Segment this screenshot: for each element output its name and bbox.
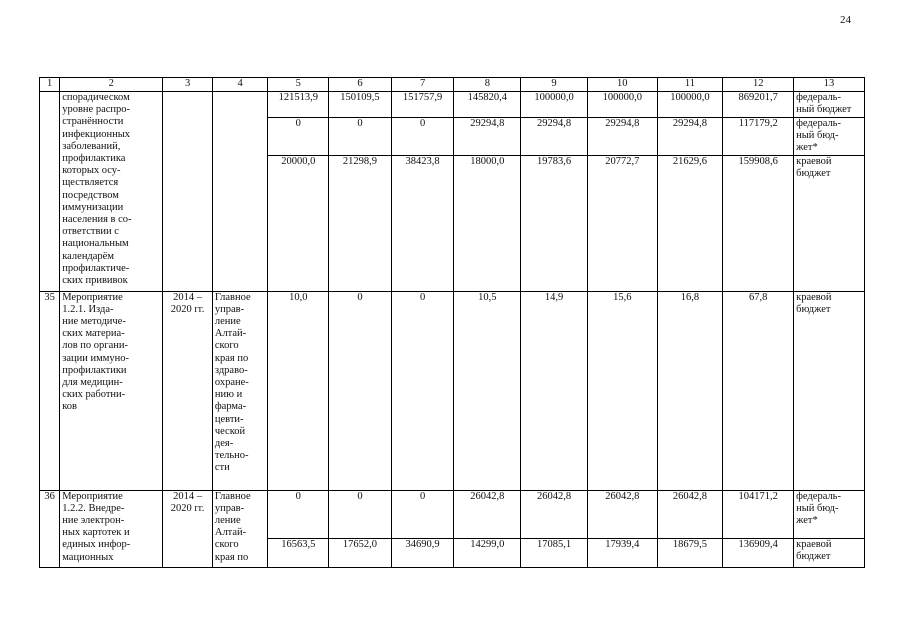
header-cell: 11: [657, 78, 723, 92]
header-cell: 4: [212, 78, 268, 92]
table-row: [40, 92, 865, 118]
value-cell: 18000,0: [454, 155, 521, 291]
term-cell: [163, 92, 213, 292]
header-cell: 9: [521, 78, 588, 92]
value-cell: 15,6: [587, 291, 657, 490]
table-row: [40, 490, 865, 538]
header-cell: 10: [587, 78, 657, 92]
value-cell: 26042,8: [454, 490, 521, 538]
value-cell: 10,5: [454, 291, 521, 490]
value-cell: 100000,0: [587, 92, 657, 118]
budget-table: [39, 77, 865, 568]
header-cell: 12: [723, 78, 794, 92]
value-cell: 21298,9: [329, 155, 392, 291]
funding-source-cell: федераль- ный бюд- жет*: [794, 118, 865, 156]
row-number-cell: 35: [40, 291, 60, 490]
value-cell: 17652,0: [329, 538, 392, 567]
value-cell: 151757,9: [391, 92, 454, 118]
value-cell: 100000,0: [521, 92, 588, 118]
value-cell: 34690,9: [391, 538, 454, 567]
value-cell: 0: [268, 490, 329, 538]
value-cell: 136909,4: [723, 538, 794, 567]
term-cell: 2014 – 2020 гг.: [163, 291, 213, 490]
page-number: 24: [840, 14, 851, 26]
value-cell: 19783,6: [521, 155, 588, 291]
header-cell: 3: [163, 78, 213, 92]
funding-source-cell: краевой бюджет: [794, 155, 865, 291]
row-number-cell: 36: [40, 490, 60, 567]
value-cell: 0: [329, 118, 392, 156]
funding-source-cell: краевой бюджет: [794, 291, 865, 490]
activity-name-cell: спорадическом уровне распро- странённости инфекционных заболеваний, профилактика которых осу- ществляется посредством иммунизации населения в со- ответствии с национальным календарём профилактиче- ских прививок: [60, 92, 163, 292]
value-cell: 150109,5: [329, 92, 392, 118]
header-cell: 6: [329, 78, 392, 92]
value-cell: 29294,8: [521, 118, 588, 156]
value-cell: 29294,8: [587, 118, 657, 156]
header-cell: 13: [794, 78, 865, 92]
value-cell: 14,9: [521, 291, 588, 490]
value-cell: 26042,8: [521, 490, 588, 538]
term-cell: 2014 – 2020 гг.: [163, 490, 213, 567]
table-row: [40, 291, 865, 490]
activity-name-cell: Мероприятие 1.2.2. Внедре- ние электрон- ных картотек и единых инфор- мационных: [60, 490, 163, 567]
value-cell: 16,8: [657, 291, 723, 490]
value-cell: 869201,7: [723, 92, 794, 118]
value-cell: 18679,5: [657, 538, 723, 567]
value-cell: 26042,8: [657, 490, 723, 538]
value-cell: 29294,8: [657, 118, 723, 156]
value-cell: 38423,8: [391, 155, 454, 291]
row-number-cell: [40, 92, 60, 292]
value-cell: 20000,0: [268, 155, 329, 291]
value-cell: 0: [391, 490, 454, 538]
value-cell: 0: [391, 291, 454, 490]
value-cell: 20772,7: [587, 155, 657, 291]
value-cell: 17085,1: [521, 538, 588, 567]
value-cell: 0: [329, 490, 392, 538]
value-cell: 159908,6: [723, 155, 794, 291]
value-cell: 145820,4: [454, 92, 521, 118]
value-cell: 17939,4: [587, 538, 657, 567]
value-cell: 0: [268, 118, 329, 156]
value-cell: 10,0: [268, 291, 329, 490]
value-cell: 29294,8: [454, 118, 521, 156]
funding-source-cell: федераль- ный бюд- жет*: [794, 490, 865, 538]
value-cell: 16563,5: [268, 538, 329, 567]
header-cell: 2: [60, 78, 163, 92]
header-cell: 1: [40, 78, 60, 92]
header-cell: 8: [454, 78, 521, 92]
funding-source-cell: федераль- ный бюджет: [794, 92, 865, 118]
activity-name-cell: Мероприятие 1.2.1. Изда- ние методиче- ских материа- лов по органи- зации иммуно- профилактики для медицин- ских работни- ков: [60, 291, 163, 490]
header-cell: 7: [391, 78, 454, 92]
value-cell: 26042,8: [587, 490, 657, 538]
funding-source-cell: краевой бюджет: [794, 538, 865, 567]
executor-cell: Главное управ- ление Алтай- ского края по: [212, 490, 268, 567]
value-cell: 21629,6: [657, 155, 723, 291]
header-cell: 5: [268, 78, 329, 92]
executor-cell: [212, 92, 268, 292]
value-cell: 0: [391, 118, 454, 156]
value-cell: 100000,0: [657, 92, 723, 118]
executor-cell: Главное управ- ление Алтай- ского края по здраво- охране- нию и фарма- цевти- ческой дея- тельно- сти: [212, 291, 268, 490]
value-cell: 121513,9: [268, 92, 329, 118]
value-cell: 67,8: [723, 291, 794, 490]
value-cell: 0: [329, 291, 392, 490]
header-row: [40, 78, 865, 92]
value-cell: 14299,0: [454, 538, 521, 567]
value-cell: 104171,2: [723, 490, 794, 538]
value-cell: 117179,2: [723, 118, 794, 156]
